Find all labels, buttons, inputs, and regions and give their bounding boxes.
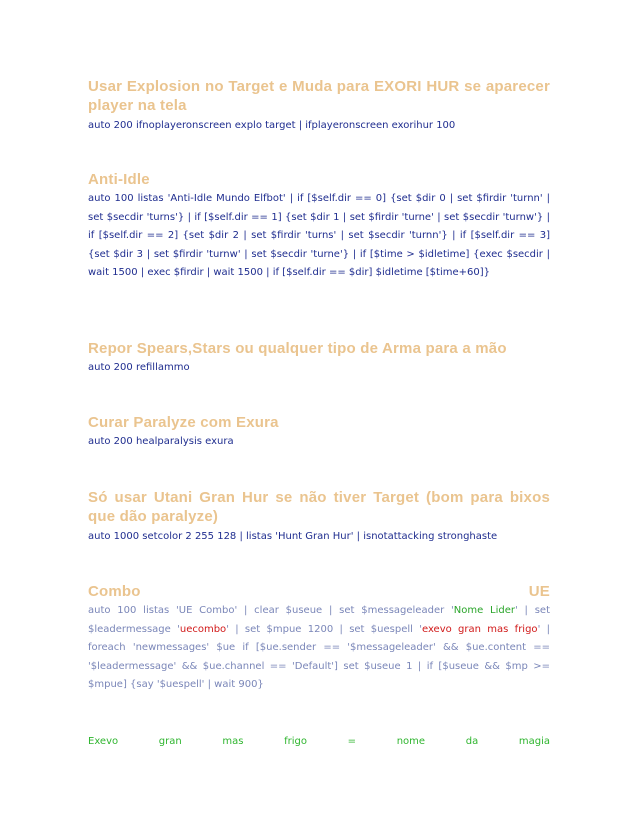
footer-word: magia [518,736,550,747]
footer-word: = [347,736,357,747]
combo-code-part4: ' | foreach 'newmessages' $ue if [$ue.sender == '$messageleader' && $ue.content == '$leadermessage' && $ue.channel == 'Default'] set $useue 1 | if [$useue && $mp >= $mpue] {say '$uespell' | wait 900} [88,623,550,690]
combo-heading-right: UE [528,583,550,600]
section-heading-explosion: Usar Explosion no Target e Muda para EXORI HUR se aparecer player na tela [88,78,550,114]
section-code-combo [88,602,550,695]
footer-word: mas [222,736,244,747]
section-heading-paralyze: Curar Paralyze com Exura [88,414,279,431]
combo-leader-name: Nome Lider [453,605,515,616]
section-code-anti-idle: auto 100 listas 'Anti-Idle Mundo Elfbot' | if [$self.dir == 0] {set $dir 0 | set $firdir 'turnn' | set $secdir 'turns'} | if [$self.dir == 1] {set $dir 1 | set $firdir 'turne' | set $secdir 'turnw'} | if [$self.dir == 2] {set $dir 2 | set $firdir 'turns' | set $secdir 'turnn'} | if [$self.dir == 3] {set $dir 3 | set $firdir 'turnw' | set $secdir 'turne'} | if [$time > $idletime] {exec $secdir | wait 1500 | exec $firdir | wait 1500 | if [$self.dir == $dir] $idletime [$time+60]} [88,193,550,278]
section-code-refill: auto 200 refillammo [88,362,190,373]
section-heading-refill: Repor Spears,Stars ou qualquer tipo de Arma para a mão [88,340,507,357]
footer-word: da [465,736,479,747]
section-code-explosion: auto 200 ifnoplayeronscreen explo target | ifplayeronscreen exorihur 100 [88,120,456,131]
footer-word: frigo [284,736,308,747]
footer-word: gran [158,736,182,747]
section-heading-gran-hur: Só usar Utani Gran Hur se não tiver Target (bom para bixos que dão paralyze) [88,489,550,525]
section-heading-combo [88,582,550,601]
combo-heading-left: Combo [88,583,141,600]
combo-code-part3: ' | set $mpue 1200 | set $uespell ' [226,623,422,635]
section-code-paralyze: auto 200 healparalysis exura [88,436,234,447]
section-heading-anti-idle: Anti-Idle [88,171,150,188]
footer-word: nome [396,736,426,747]
footer-word: Exevo [88,736,119,747]
footer-note [88,733,550,752]
combo-spell-name: exevo gran mas frigo [421,623,538,635]
combo-message-word: uecombo [179,623,227,635]
section-code-gran-hur: auto 1000 setcolor 2 255 128 | listas 'Hunt Gran Hur' | isnotattacking stronghaste [88,531,498,542]
combo-code-part1: auto 100 listas 'UE Combo' | clear $useue | set $messageleader ' [88,605,454,616]
combo-code-part2: ' | set $leadermessage ' [88,605,550,635]
